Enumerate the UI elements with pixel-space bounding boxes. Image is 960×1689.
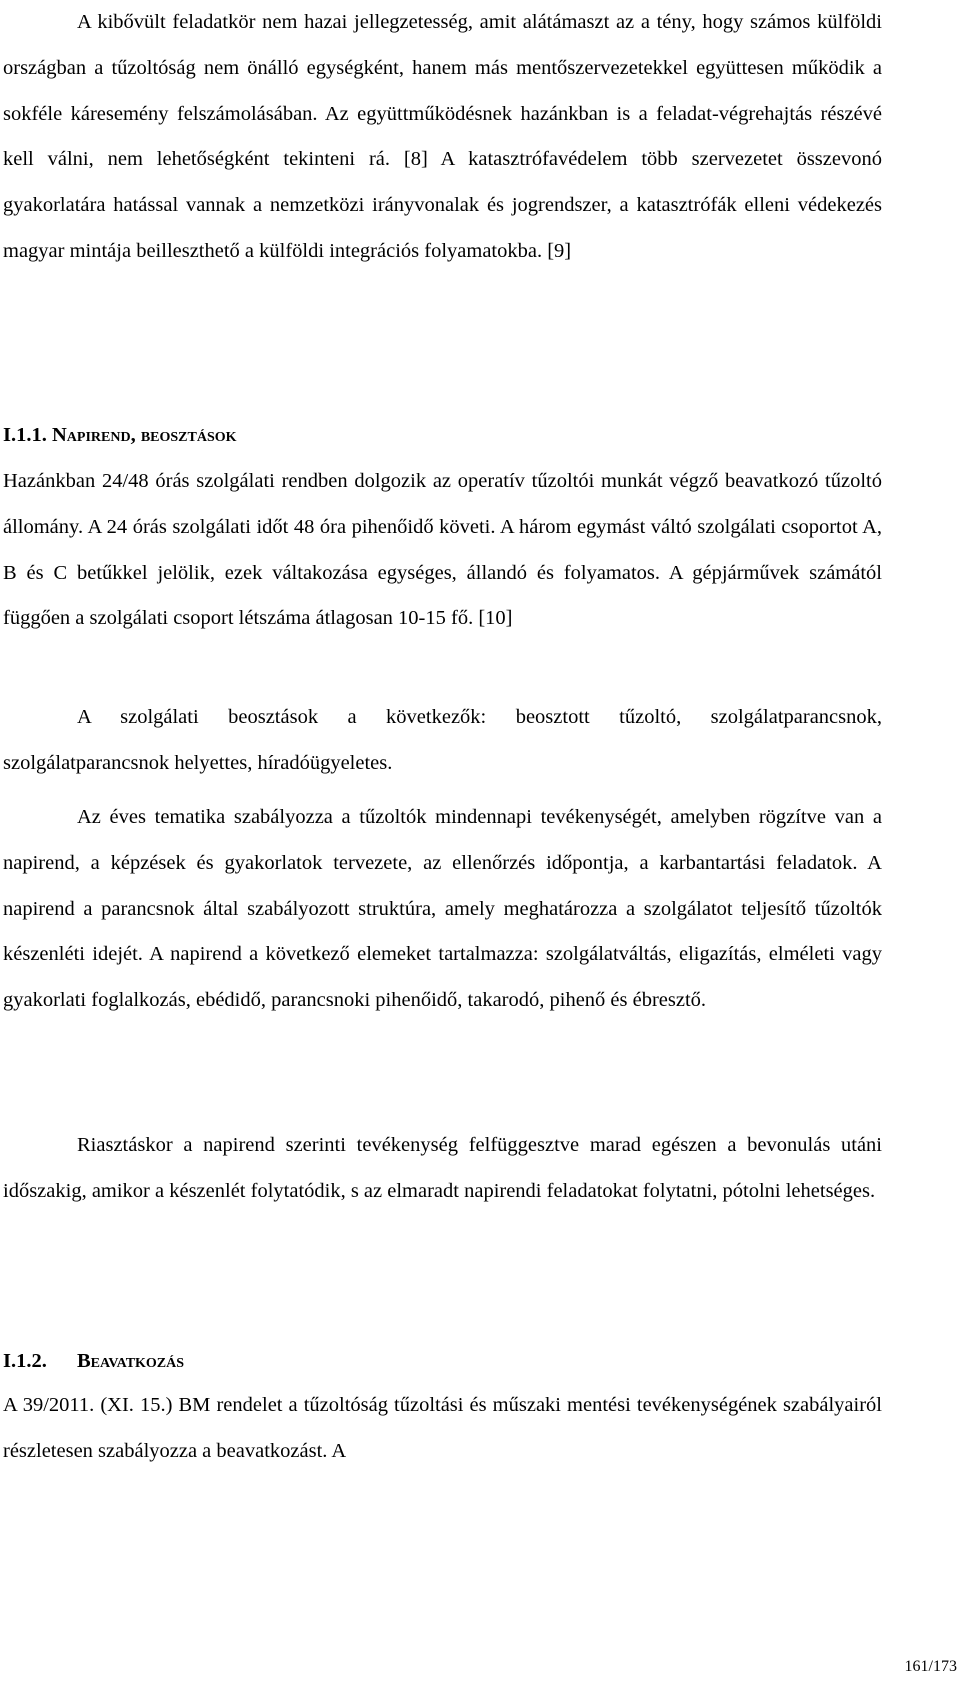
paragraph-alarm: Riasztáskor a napirend szerinti tevékenység felfüggesztve marad egészen a bevonulás utáni időszakig, amikor a készenlét folytatódik, s az elmaradt napirendi feladatokat folytatni, pótolni lehetséges. — [3, 1134, 882, 1202]
paragraph-annual-schedule: Az éves tematika szabályozza a tűzoltók mindennapi tevékenységét, amelyben rögzítve van a napirend, a képzések és gyakorlatok tervezete, az ellenőrzés időpontja, a karbantartási feladatok. A napirend a parancsnok által szabályozott struktúra, amely meghatározza a szolgálatot teljesítő tűzoltók készenléti idejét. A napirend a következő elemeket tartalmazza: szolgálatváltás, eligazítás, elméleti vagy gyakorlati foglalkozás, ebédidő, parancsnoki pihenőidő, takarodó, pihenő és ébresztő. — [3, 806, 882, 1012]
paragraph-intro-text: A kibővült feladatkör nem hazai jellegzetesség, amit alátámaszt az a tény, hogy számos külföldi országban a tűzoltóság nem önálló egységként, hanem más mentőszervezetekkel együttesen működik a sokféle káresemény felszámolásában. Az együttműködésnek hazánkban is a feladat-végrehajtás részévé kell válni, nem lehetőségként tekinteni rá. [8] A katasztrófavédelem több szervezetet összevonó gyakorlatára hatással vannak a nemzetközi irányvonalak és jogrendszer, a katasztrófák elleni védekezés magyar mintája beilleszthető a külföldi integrációs folyamatokba. [9] — [3, 11, 882, 262]
section-number: I.1.1. — [3, 424, 47, 446]
paragraph-schedule: Hazánkban 24/48 órás szolgálati rendben dolgozik az operatív tűzoltói munkát végző beavatkozó tűzoltó állomány. A 24 órás szolgálati időt 48 óra pihenőidő követi. A három egymást váltó szolgálati csoportot A, B és C betűkkel jelölik, ezek váltakozása egységes, állandó és folyamatos. A gépjárművek számától függően a szolgálati csoport létszáma átlagosan 10-15 fő. [10] — [3, 470, 882, 630]
paragraph-positions: A szolgálati beosztások a következők: beosztott tűzoltó, szolgálatparancsnok, szolgálatparancsnok helyettes, híradóügyeletes. — [3, 706, 882, 774]
page-number: 161/173 — [904, 1658, 957, 1675]
paragraph-intervention: A 39/2011. (XI. 15.) BM rendelet a tűzoltóság tűzoltási és műszaki mentési tevékenységének szabályairól részletesen szabályozza a beavatkozást. A — [3, 1394, 882, 1462]
section-heading-1-1-2 — [3, 1347, 184, 1375]
section-number: I.1.2. — [3, 1350, 47, 1372]
section-heading-1-1-1 — [3, 421, 237, 449]
paragraph-intro — [3, 0, 882, 275]
section-title: Napirend, beosztások — [51, 424, 237, 446]
section-title: Beavatkozás — [77, 1350, 185, 1372]
